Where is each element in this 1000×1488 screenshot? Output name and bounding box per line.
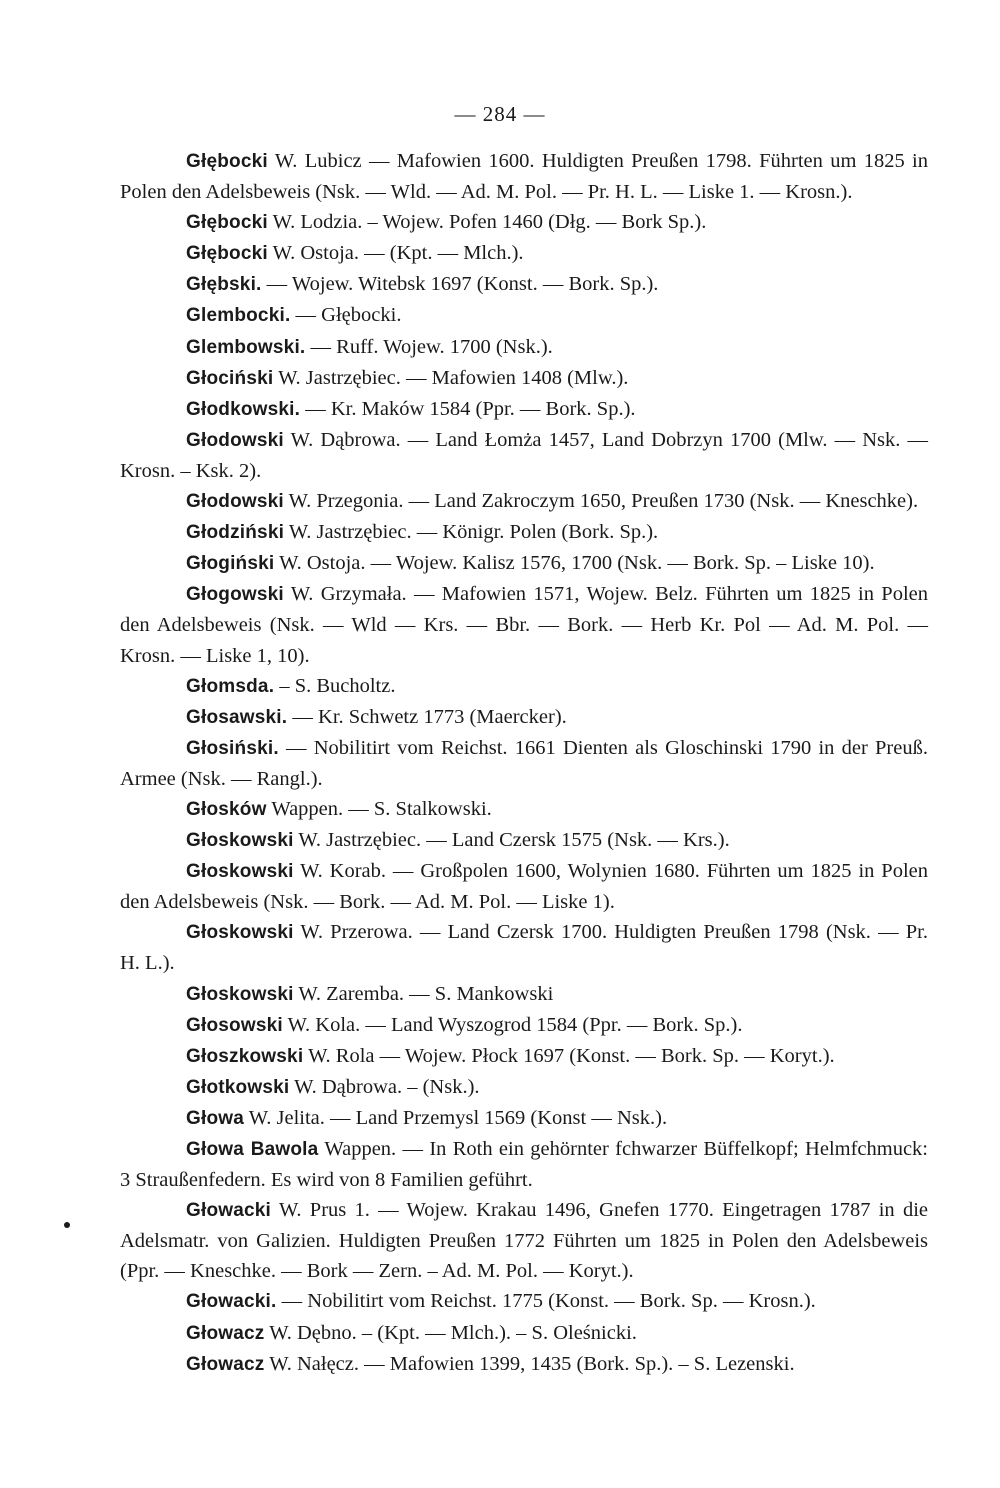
entry-headword: Głębocki: [186, 151, 268, 172]
entry-text: W. Lodzia. – Wojew. Pofen 1460 (Dłg. — Bork Sp.).: [272, 211, 707, 234]
entry-text: W. Ostoja. — (Kpt. — Mlch.).: [272, 242, 524, 265]
list-item: [120, 917, 928, 978]
entry-text: W. Jastrzębiec. — Königr. Polen (Bork. Sp.).: [288, 521, 659, 544]
entry-headword: Głowacki: [186, 1200, 272, 1222]
list-item: [120, 856, 928, 917]
entry-text: — Wojew. Witebsk 1697 (Konst. — Bork. Sp.).: [266, 273, 659, 296]
list-item: [120, 1349, 928, 1380]
entry-headword: Głosków: [186, 798, 267, 820]
entry-text: Wappen. — S. Stalkowski.: [271, 797, 492, 820]
list-item: [120, 269, 928, 300]
entry-headword: Głoskowski: [186, 861, 294, 883]
entry-text: W. Dębno. – (Kpt. — Mlch.). – S. Oleśnicki.: [269, 1321, 637, 1344]
entry-headword: Głomsda.: [186, 675, 275, 697]
list-item: [120, 979, 928, 1010]
entry-headword: Głosawski.: [186, 706, 288, 728]
entry-text: W. Rola — Wojew. Płock 1697 (Konst. — Bork. Sp. — Koryt.).: [308, 1044, 835, 1067]
list-item: [120, 300, 928, 331]
entry-headword: Głowa: [186, 1107, 245, 1129]
entry-headword: Głogowski: [186, 584, 284, 606]
entry-text: W. Dąbrowa. – (Nsk.).: [294, 1075, 480, 1098]
list-item: [120, 486, 928, 517]
entry-text: W. Korab. — Großpolen 1600, Wolynien 1680. Führten um 1825 in Polen den Adelsbeweis (Nsk. — Bork. — Ad. M. Pol. — Liske 1).: [120, 860, 928, 914]
entry-headword: Głodowski: [186, 429, 284, 451]
entry-text: – S. Bucholtz.: [279, 674, 396, 697]
entry-headword: Głoskowski: [186, 830, 294, 852]
entry-text: W. Lubicz — Mafowien 1600. Huldigten Preußen 1798. Führten um 1825 in Polen den Adelsbeweis (Nsk. — Wld. — Ad. M. Pol. — Pr. H. L. — Liske 1. — Krosn.).: [120, 150, 928, 204]
entry-text: W. Ostoja. — Wojew. Kalisz 1576, 1700 (Nsk. — Bork. Sp. – Liske 10).: [279, 552, 875, 575]
entry-headword: Głoskowski: [186, 922, 294, 944]
entry-headword: Głębocki: [186, 243, 268, 265]
entry-headword: Głoskowski: [186, 983, 294, 1005]
list-item: [120, 238, 928, 269]
list-item: [120, 825, 928, 856]
list-item: [120, 332, 928, 363]
entry-headword: Głowacz: [186, 1353, 265, 1375]
entry-text: — Kr. Schwetz 1773 (Maercker).: [292, 705, 567, 728]
entry-text: W. Dąbrowa. — Land Łomża 1457, Land Dobrzyn 1700 (Mlw. — Nsk. — Krosn. – Ksk. 2).: [120, 428, 928, 482]
entry-text: W. Zaremba. — S. Mankowski: [298, 982, 554, 1005]
list-item: [120, 146, 928, 207]
entry-headword: Głosiński.: [186, 737, 279, 759]
list-item: [120, 548, 928, 579]
page-number: — 284 —: [454, 102, 546, 126]
entry-headword: Głębocki: [186, 212, 268, 234]
entry-headword: Głowa Bawola: [186, 1139, 319, 1160]
entry-headword: Głogiński: [186, 553, 275, 575]
list-item: [120, 207, 928, 238]
entry-headword: Głodziński: [186, 522, 285, 544]
list-item: [120, 733, 928, 794]
list-item: [120, 1318, 928, 1349]
list-item: [120, 394, 928, 425]
list-item: [120, 671, 928, 702]
entry-headword: Głodowski: [186, 491, 284, 513]
entry-headword: Glembocki.: [186, 305, 291, 327]
entry-headword: Głoszkowski: [186, 1045, 304, 1067]
list-item: [120, 1010, 928, 1041]
list-item: [120, 363, 928, 394]
entry-text: W. Nałęcz. — Mafowien 1399, 1435 (Bork. Sp.). – S. Lezenski.: [269, 1352, 795, 1375]
list-item: [120, 794, 928, 825]
margin-dot-mark: [64, 1222, 70, 1228]
entry-text: — Głębocki.: [295, 304, 402, 327]
list-item: [120, 517, 928, 548]
entry-headword: Glembowski.: [186, 336, 306, 358]
entry-headword: Głowacz: [186, 1322, 265, 1344]
entry-text: W. Grzymała. — Mafowien 1571, Wojew. Belz. Führten um 1825 in Polen den Adelsbeweis (Nsk. — Wld — Krs. — Bbr. — Bork. — Herb Kr. Pol — Ad. M. Pol. — Krosn. — Liske 1, 10).: [120, 583, 928, 667]
list-item: [120, 702, 928, 733]
entry-text: — Nobilitirt vom Reichst. 1661 Dienten als Gloschinski 1790 in der Preuß. Armee (Nsk. — Rangl.).: [120, 736, 928, 790]
list-item: [120, 579, 928, 670]
entry-text: — Nobilitirt vom Reichst. 1775 (Konst. — Bork. Sp. — Krosn.).: [281, 1290, 816, 1313]
entry-text: — Ruff. Wojew. 1700 (Nsk.).: [310, 335, 553, 358]
list-item: [120, 1072, 928, 1103]
entry-text: W. Jastrzębiec. — Mafowien 1408 (Mlw.).: [278, 366, 629, 389]
list-item: [120, 1041, 928, 1072]
entry-text: W. Jastrzębiec. — Land Czersk 1575 (Nsk. — Krs.).: [298, 829, 730, 852]
entry-headword: Głociński: [186, 367, 274, 389]
entry-text: W. Prus 1. — Wojew. Krakau 1496, Gnefen 1770. Eingetragen 1787 in die Adelsmatr. von Galizien. Huldigten Preußen 1772 Führten um 1825 in Polen den Adelsbeweis (Ppr. — Kneschke. — Bork — Zern. – Ad. M. Pol. — Koryt.).: [120, 1199, 928, 1283]
entry-headword: Głosowski: [186, 1014, 283, 1036]
entry-text: W. Przegonia. — Land Zakroczym 1650, Preußen 1730 (Nsk. — Kneschke).: [288, 490, 919, 513]
list-item: [120, 1286, 928, 1317]
entry-headword: Głębski.: [186, 274, 262, 296]
entry-text: W. Jelita. — Land Przemysl 1569 (Konst — Nsk.).: [248, 1106, 668, 1129]
list-item: [120, 1103, 928, 1134]
entry-headword: Głotkowski: [186, 1076, 290, 1098]
list-item: [120, 1195, 928, 1286]
entry-headword: Głowacki.: [186, 1291, 277, 1313]
entry-text: W. Przerowa. — Land Czersk 1700. Huldigten Preußen 1798 (Nsk. — Pr. H. L.).: [120, 921, 928, 975]
list-item: [120, 425, 928, 486]
entries-list: [120, 146, 928, 1380]
list-item: [120, 1134, 928, 1195]
entry-text: Wappen. — In Roth ein gehörnter fchwarzer Büffelkopf; Helmfchmuck: 3 Straußenfedern. Es wird von 8 Familien geführt.: [120, 1138, 928, 1192]
entry-text: W. Kola. — Land Wyszogrod 1584 (Ppr. — Bork. Sp.).: [287, 1013, 743, 1036]
entry-headword: Głodkowski.: [186, 398, 301, 420]
entry-text: — Kr. Maków 1584 (Ppr. — Bork. Sp.).: [305, 397, 636, 420]
